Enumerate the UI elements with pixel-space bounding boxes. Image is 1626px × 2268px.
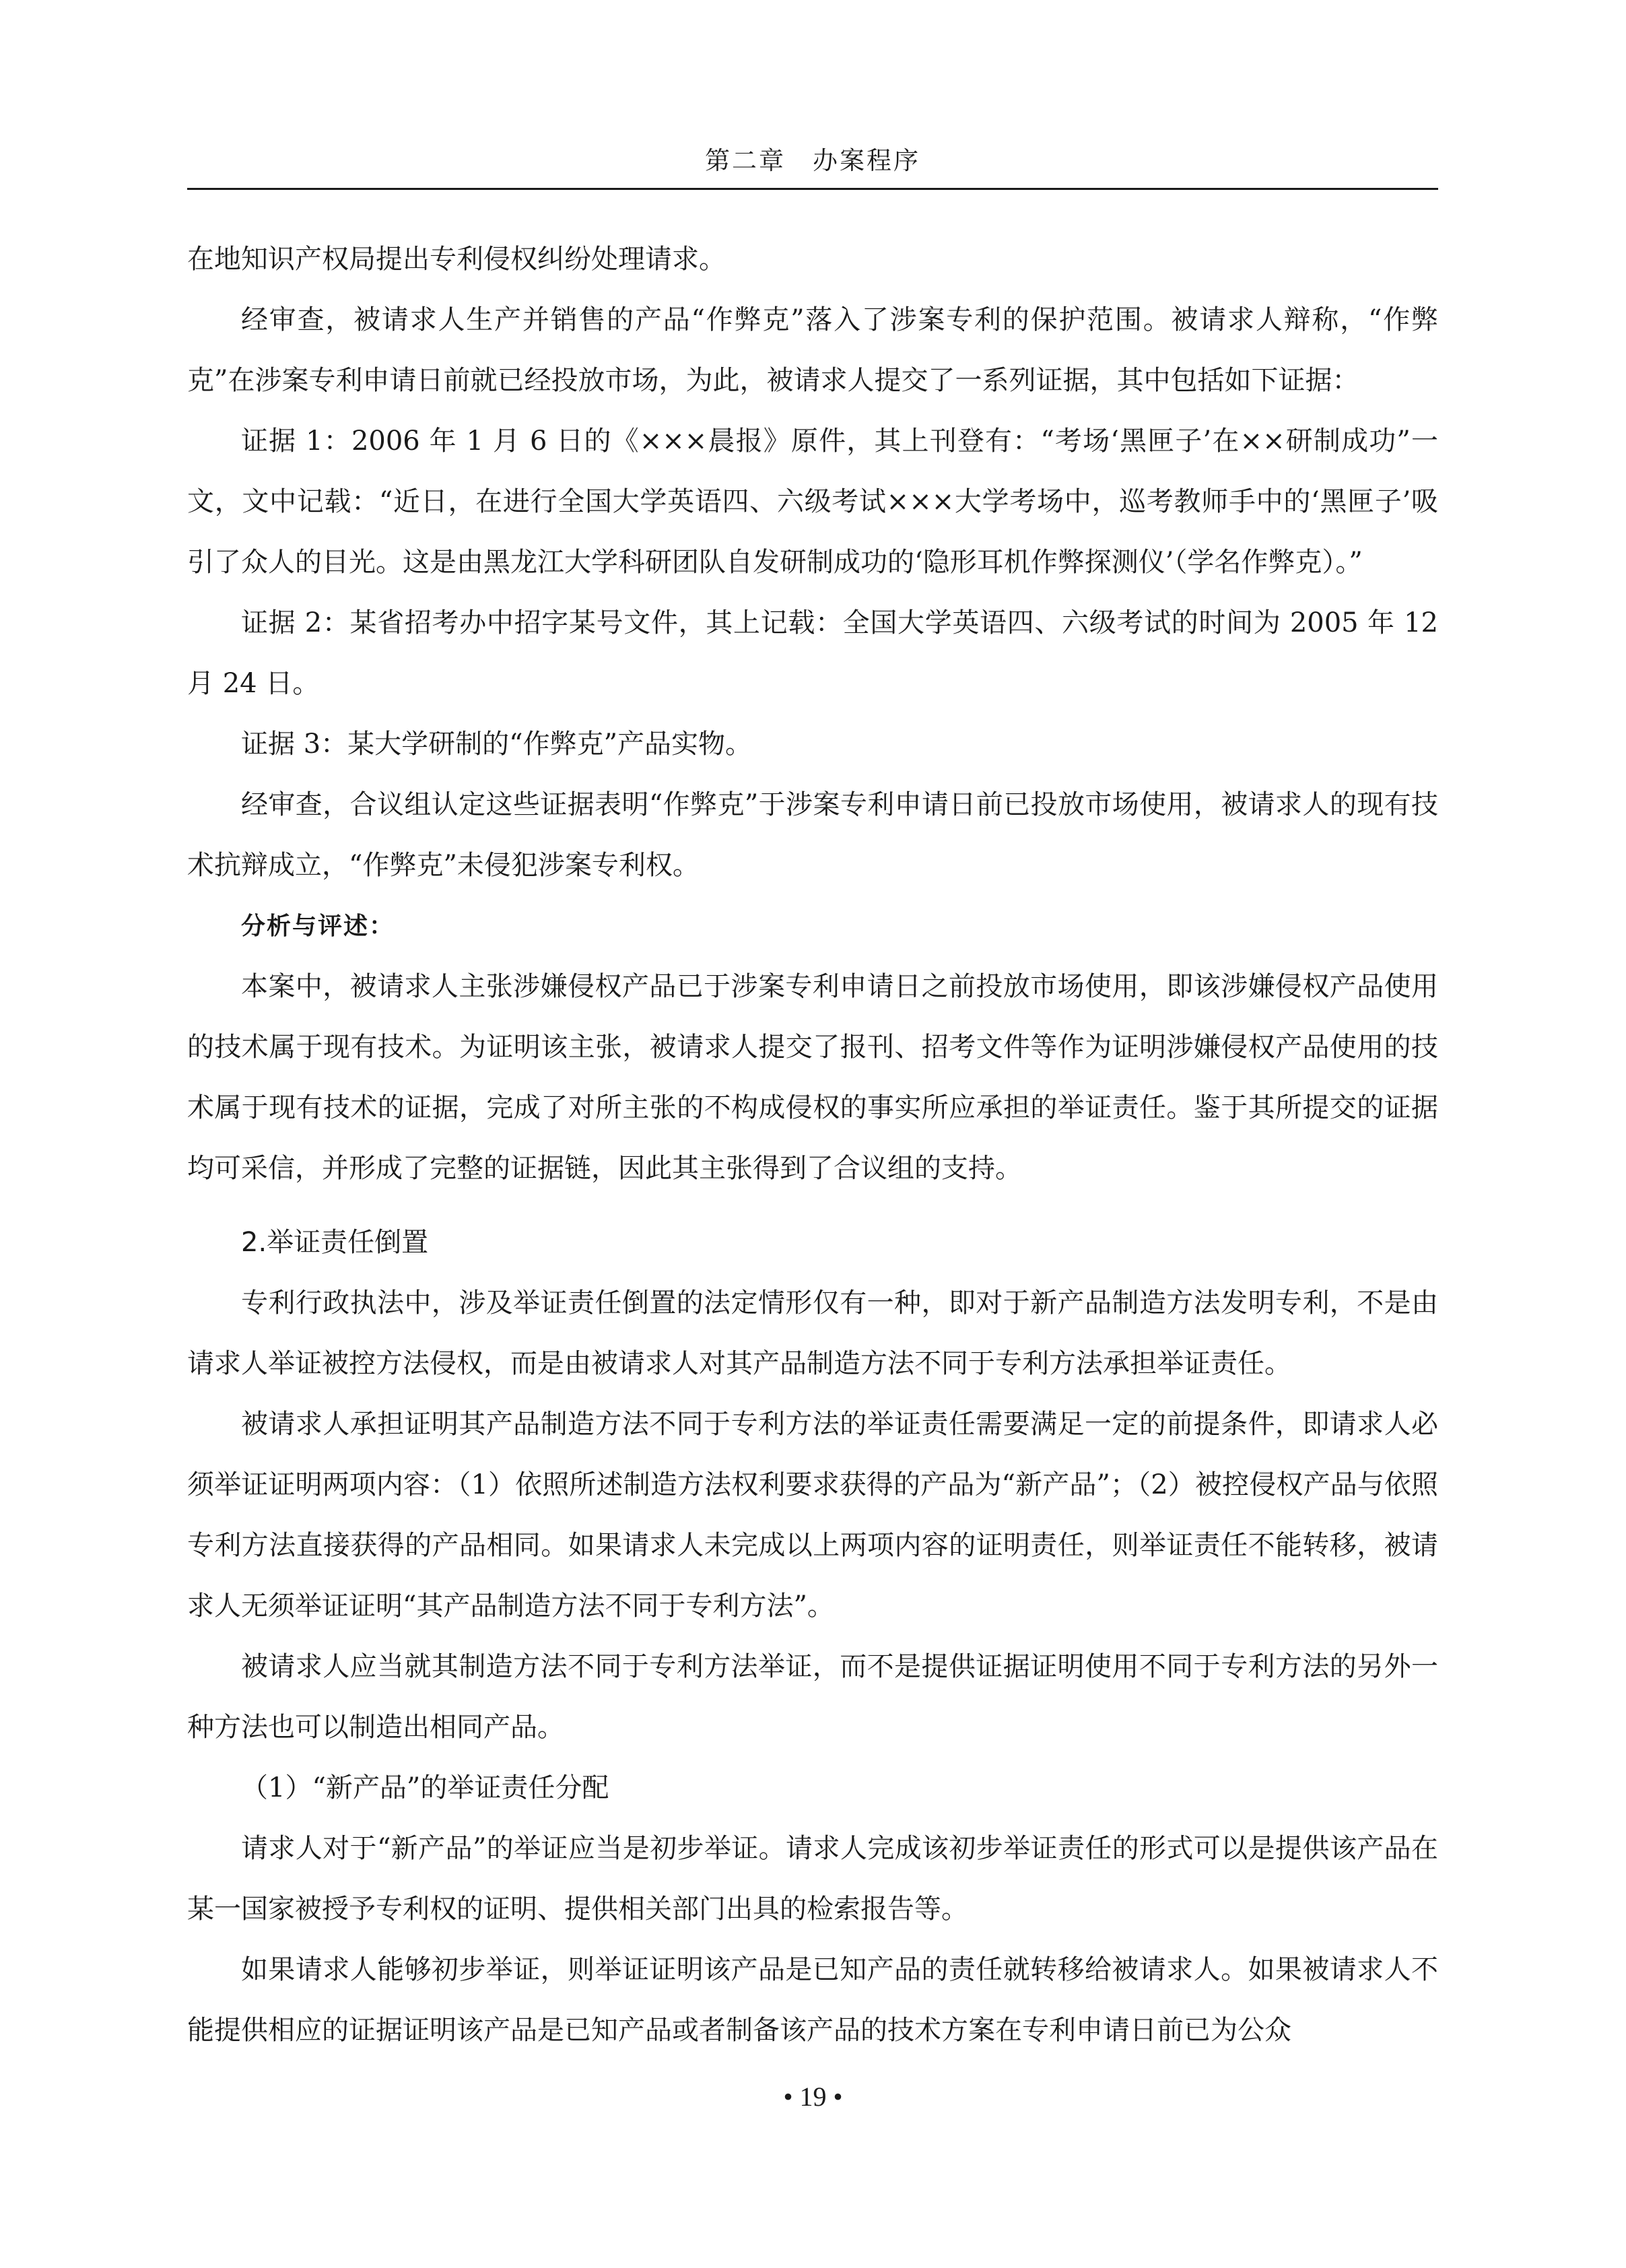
paragraph: 被请求人承担证明其产品制造方法不同于专利方法的举证责任需要满足一定的前提条件，即请求人必须举证证明两项内容：（1）依照所述制造方法权利要求获得的产品为“新产品”；（2）被控侵权产品与依照专利方法直接获得的产品相同。如果请求人未完成以上两项内容的证明责任，则举证责任不能转移，被请求人无须举证证明“其产品制造方法不同于专利方法”。 bbox=[187, 1409, 1438, 1622]
paragraph: 如果请求人能够初步举证，则举证证明该产品是已知产品的责任就转移给被请求人。如果被请求人不能提供相应的证据证明该产品是已知产品或者制备该产品的技术方案在专利申请日前已为公众 bbox=[187, 1954, 1438, 2046]
evidence-1: 证据 1：2006 年 1 月 6 日的《×××晨报》原件，其上刊登有：“考场‘黑匣子’在××研制成功”一文，文中记载：“近日，在进行全国大学英语四、六级考试×××大学考场中，巡考教师手中的‘黑匣子’吸引了众人的目光。这是由黑龙江大学科研团队自发研制成功的‘隐形耳机作弊探测仪’（学名作弊克）。” bbox=[187, 426, 1438, 578]
running-header: 第二章 办案程序 bbox=[705, 146, 920, 175]
paragraph: 专利行政执法中，涉及举证责任倒置的法定情形仅有一种，即对于新产品制造方法发明专利，不是由请求人举证被控方法侵权，而是由被请求人对其产品制造方法不同于专利方法承担举证责任。 bbox=[187, 1288, 1438, 1379]
body-text bbox=[187, 229, 1438, 2061]
paragraph: 本案中，被请求人主张涉嫌侵权产品已于涉案专利申请日之前投放市场使用，即该涉嫌侵权产品使用的技术属于现有技术。为证明该主张，被请求人提交了报刊、招考文件等作为证明涉嫌侵权产品使用的技术属于现有技术的证据，完成了对所主张的不构成侵权的事实所应承担的举证责任。鉴于其所提交的证据均可采信，并形成了完整的证据链，因此其主张得到了合议组的支持。 bbox=[187, 971, 1438, 1184]
paragraph: 经审查，被请求人生产并销售的产品“作弊克”落入了涉案专利的保护范围。被请求人辩称，“作弊克”在涉案专利申请日前就已经投放市场，为此，被请求人提交了一系列证据，其中包括如下证据： bbox=[187, 304, 1438, 396]
paragraph: 被请求人应当就其制造方法不同于专利方法举证，而不是提供证据证明使用不同于专利方法的另外一种方法也可以制造出相同产品。 bbox=[187, 1651, 1438, 1743]
header-rule bbox=[187, 188, 1438, 190]
subsection-heading: （1）“新产品”的举证责任分配 bbox=[241, 1772, 609, 1803]
evidence-2: 证据 2：某省招考办中招字某号文件，其上记载：全国大学英语四、六级考试的时间为 2005 年 12 月 24 日。 bbox=[187, 607, 1438, 699]
analysis-heading: 分析与评述： bbox=[241, 912, 395, 940]
section-heading: 2.举证责任倒置 bbox=[241, 1227, 429, 1258]
page-number: • 19 • bbox=[783, 2081, 843, 2112]
paragraph: 经审查，合议组认定这些证据表明“作弊克”于涉案专利申请日前已投放市场使用，被请求人的现有技术抗辩成立，“作弊克”未侵犯涉案专利权。 bbox=[187, 789, 1438, 881]
paragraph: 请求人对于“新产品”的举证应当是初步举证。请求人完成该初步举证责任的形式可以是提供该产品在某一国家被授予专利权的证明、提供相关部门出具的检索报告等。 bbox=[187, 1833, 1438, 1925]
paragraph: 在地知识产权局提出专利侵权纠纷处理请求。 bbox=[187, 244, 726, 275]
evidence-3: 证据 3：某大学研制的“作弊克”产品实物。 bbox=[241, 729, 753, 760]
